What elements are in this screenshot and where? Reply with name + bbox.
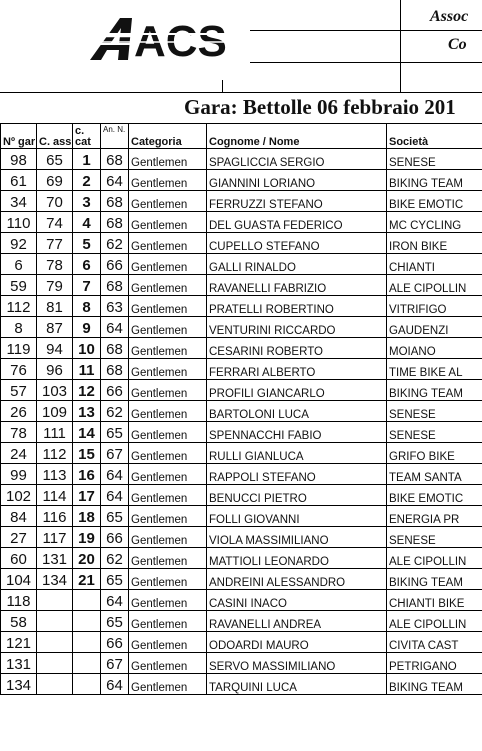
cell-categoria: Gentlemen [129,590,207,611]
col-header-anno: An. N. [101,124,129,149]
cell-categoria: Gentlemen [129,506,207,527]
cell-anno: 65 [101,422,129,443]
cell-categoria: Gentlemen [129,443,207,464]
cell-anno: 64 [101,485,129,506]
cell-categoria: Gentlemen [129,464,207,485]
cell-n-gara: 134 [1,674,37,695]
cell-societa: BIKING TEAM [387,170,482,191]
header-divider [400,0,401,92]
cell-nome: ANDREINI ALESSANDRO [207,569,387,590]
header-rule-2 [250,62,482,63]
cell-societa: ENERGIA PR [387,506,482,527]
cell-c-ass: 117 [37,527,73,548]
cell-c-ass: 74 [37,212,73,233]
cell-nome: RAPPOLI STEFANO [207,464,387,485]
cell-anno: 68 [101,275,129,296]
cell-societa: TIME BIKE AL [387,359,482,380]
cell-c-cat: 16 [73,464,101,485]
cell-societa: SENESE [387,149,482,170]
cell-c-cat: 13 [73,401,101,422]
table-row [1,632,482,653]
table-row [1,611,482,632]
cell-categoria: Gentlemen [129,170,207,191]
cell-n-gara: 98 [1,149,37,170]
table-row [1,485,482,506]
cell-n-gara: 84 [1,506,37,527]
cell-c-ass [37,590,73,611]
cell-n-gara: 61 [1,170,37,191]
cell-societa: CHIANTI BIKE [387,590,482,611]
cell-categoria: Gentlemen [129,296,207,317]
cell-anno: 66 [101,527,129,548]
cell-c-ass: 131 [37,548,73,569]
cell-n-gara: 58 [1,611,37,632]
acs-logo-graphic [80,4,250,66]
acs-logo [80,4,250,66]
table-row [1,422,482,443]
cell-anno: 68 [101,191,129,212]
col-header-n-gara: Nº gar [1,124,37,149]
association-name: Assoc [430,8,469,25]
cell-anno: 64 [101,464,129,485]
cell-c-ass: 114 [37,485,73,506]
cell-c-cat: 21 [73,569,101,590]
table-row [1,275,482,296]
cell-categoria: Gentlemen [129,338,207,359]
cell-societa: CIVITA CAST [387,632,482,653]
cell-categoria: Gentlemen [129,653,207,674]
cell-c-ass: 65 [37,149,73,170]
cell-c-ass: 109 [37,401,73,422]
cell-societa: BIKING TEAM [387,569,482,590]
table-row [1,443,482,464]
cell-nome: SPAGLICCIA SERGIO [207,149,387,170]
cell-c-cat [73,653,101,674]
cell-n-gara: 60 [1,548,37,569]
cell-anno: 66 [101,632,129,653]
cell-n-gara: 92 [1,233,37,254]
association-line-2: Co [448,36,467,53]
cell-anno: 64 [101,590,129,611]
cell-c-cat: 4 [73,212,101,233]
table-row [1,548,482,569]
table-row [1,506,482,527]
table-row [1,149,482,170]
cell-anno: 64 [101,170,129,191]
cell-nome: PRATELLI ROBERTINO [207,296,387,317]
cell-societa: MOIANO [387,338,482,359]
cell-nome: VENTURINI RICCARDO [207,317,387,338]
table-row [1,212,482,233]
table-row [1,170,482,191]
cell-n-gara: 57 [1,380,37,401]
cell-nome: CASINI INACO [207,590,387,611]
cell-nome: FOLLI GIOVANNI [207,506,387,527]
col-header-c-cat: c. cat [73,124,101,149]
cell-c-cat: 19 [73,527,101,548]
cell-n-gara: 102 [1,485,37,506]
table-row [1,296,482,317]
cell-c-cat: 5 [73,233,101,254]
cell-n-gara: 104 [1,569,37,590]
cell-societa: MC CYCLING [387,212,482,233]
cell-c-cat: 3 [73,191,101,212]
cell-categoria: Gentlemen [129,569,207,590]
cell-nome: SERVO MASSIMILIANO [207,653,387,674]
cell-categoria: Gentlemen [129,191,207,212]
race-title: Gara: Bettolle 06 febbraio 201 [184,95,456,119]
cell-anno: 68 [101,338,129,359]
cell-nome: FERRARI ALBERTO [207,359,387,380]
cell-categoria: Gentlemen [129,527,207,548]
table-row [1,464,482,485]
cell-c-cat: 20 [73,548,101,569]
cell-c-cat: 11 [73,359,101,380]
cell-n-gara: 76 [1,359,37,380]
col-header-c-ass: C. ass [37,124,73,149]
cell-n-gara: 24 [1,443,37,464]
cell-categoria: Gentlemen [129,380,207,401]
cell-c-ass: 113 [37,464,73,485]
header-tick [222,80,223,92]
cell-societa: SENESE [387,401,482,422]
cell-societa: GAUDENZI [387,317,482,338]
cell-c-cat: 14 [73,422,101,443]
cell-c-cat: 15 [73,443,101,464]
table-row [1,674,482,695]
cell-categoria: Gentlemen [129,611,207,632]
table-row [1,401,482,422]
cell-societa: IRON BIKE [387,233,482,254]
cell-societa: VITRIFIGO [387,296,482,317]
cell-categoria: Gentlemen [129,317,207,338]
table-row [1,191,482,212]
cell-c-ass: 79 [37,275,73,296]
race-title-bar [0,92,482,124]
cell-categoria: Gentlemen [129,485,207,506]
table-row [1,317,482,338]
cell-societa: BIKE EMOTIC [387,485,482,506]
cell-c-ass: 103 [37,380,73,401]
cell-anno: 66 [101,254,129,275]
cell-nome: DEL GUASTA FEDERICO [207,212,387,233]
cell-n-gara: 121 [1,632,37,653]
cell-c-cat: 18 [73,506,101,527]
cell-c-ass: 77 [37,233,73,254]
cell-c-cat: 10 [73,338,101,359]
cell-nome: BENUCCI PIETRO [207,485,387,506]
cell-c-ass: 112 [37,443,73,464]
cell-anno: 67 [101,443,129,464]
cell-c-cat: 12 [73,380,101,401]
cell-societa: BIKING TEAM [387,674,482,695]
cell-n-gara: 131 [1,653,37,674]
table-header-row [1,124,482,149]
cell-anno: 65 [101,506,129,527]
cell-societa: SENESE [387,527,482,548]
cell-categoria: Gentlemen [129,212,207,233]
cell-anno: 63 [101,296,129,317]
cell-c-ass: 81 [37,296,73,317]
results-table [0,123,482,695]
cell-societa: PETRIGANO [387,653,482,674]
cell-societa: CHIANTI [387,254,482,275]
cell-nome: BARTOLONI LUCA [207,401,387,422]
cell-anno: 68 [101,149,129,170]
cell-n-gara: 8 [1,317,37,338]
cell-n-gara: 118 [1,590,37,611]
cell-anno: 62 [101,401,129,422]
cell-c-ass: 96 [37,359,73,380]
cell-categoria: Gentlemen [129,674,207,695]
cell-societa: BIKING TEAM [387,380,482,401]
cell-nome: MATTIOLI LEONARDO [207,548,387,569]
cell-n-gara: 6 [1,254,37,275]
cell-categoria: Gentlemen [129,275,207,296]
table-row [1,233,482,254]
cell-c-cat [73,632,101,653]
table-row [1,254,482,275]
cell-anno: 62 [101,233,129,254]
cell-categoria: Gentlemen [129,548,207,569]
cell-anno: 62 [101,548,129,569]
cell-n-gara: 59 [1,275,37,296]
cell-c-cat: 8 [73,296,101,317]
cell-n-gara: 119 [1,338,37,359]
cell-n-gara: 26 [1,401,37,422]
cell-c-cat: 1 [73,149,101,170]
cell-n-gara: 27 [1,527,37,548]
cell-societa: TEAM SANTA [387,464,482,485]
table-row [1,590,482,611]
cell-categoria: Gentlemen [129,149,207,170]
col-header-categoria: Categoria [129,124,207,149]
cell-societa: ALE CIPOLLIN [387,275,482,296]
cell-c-cat: 6 [73,254,101,275]
cell-nome: PROFILI GIANCARLO [207,380,387,401]
cell-societa: GRIFO BIKE [387,443,482,464]
cell-c-ass: 69 [37,170,73,191]
cell-c-cat: 7 [73,275,101,296]
cell-nome: GALLI RINALDO [207,254,387,275]
cell-c-ass: 111 [37,422,73,443]
cell-nome: RULLI GIANLUCA [207,443,387,464]
table-row [1,569,482,590]
cell-n-gara: 99 [1,464,37,485]
cell-categoria: Gentlemen [129,422,207,443]
cell-c-ass: 116 [37,506,73,527]
cell-nome: CESARINI ROBERTO [207,338,387,359]
cell-anno: 66 [101,380,129,401]
table-row [1,338,482,359]
cell-c-cat [73,590,101,611]
cell-c-ass: 70 [37,191,73,212]
cell-nome: VIOLA MASSIMILIANO [207,527,387,548]
cell-anno: 64 [101,317,129,338]
cell-c-cat: 2 [73,170,101,191]
cell-anno: 67 [101,653,129,674]
cell-categoria: Gentlemen [129,254,207,275]
cell-societa: BIKE EMOTIC [387,191,482,212]
cell-c-ass: 94 [37,338,73,359]
cell-n-gara: 110 [1,212,37,233]
cell-n-gara: 34 [1,191,37,212]
cell-c-cat [73,674,101,695]
cell-n-gara: 112 [1,296,37,317]
cell-categoria: Gentlemen [129,401,207,422]
cell-c-ass: 134 [37,569,73,590]
cell-anno: 65 [101,569,129,590]
cell-anno: 68 [101,359,129,380]
cell-n-gara: 78 [1,422,37,443]
cell-c-cat: 17 [73,485,101,506]
cell-nome: ODOARDI MAURO [207,632,387,653]
cell-nome: TARQUINI LUCA [207,674,387,695]
table-row [1,359,482,380]
cell-nome: GIANNINI LORIANO [207,170,387,191]
acs-logo-text: ACS [134,17,227,66]
cell-anno: 64 [101,674,129,695]
col-header-nome: Cognome / Nome [207,124,387,149]
cell-categoria: Gentlemen [129,632,207,653]
cell-anno: 65 [101,611,129,632]
cell-categoria: Gentlemen [129,233,207,254]
table-row [1,653,482,674]
cell-nome: FERRUZZI STEFANO [207,191,387,212]
cell-c-ass: 78 [37,254,73,275]
cell-nome: RAVANELLI ANDREA [207,611,387,632]
table-row [1,527,482,548]
cell-societa: ALE CIPOLLIN [387,548,482,569]
cell-societa: ALE CIPOLLIN [387,611,482,632]
col-header-societa: Società [387,124,482,149]
cell-c-ass [37,632,73,653]
cell-c-ass [37,653,73,674]
cell-c-cat: 9 [73,317,101,338]
cell-anno: 68 [101,212,129,233]
cell-nome: RAVANELLI FABRIZIO [207,275,387,296]
cell-nome: CUPELLO STEFANO [207,233,387,254]
table-row [1,380,482,401]
cell-c-ass [37,611,73,632]
cell-nome: SPENNACCHI FABIO [207,422,387,443]
cell-categoria: Gentlemen [129,359,207,380]
cell-c-ass: 87 [37,317,73,338]
header-rule-1 [250,30,482,31]
cell-societa: SENESE [387,422,482,443]
cell-c-cat [73,611,101,632]
cell-c-ass [37,674,73,695]
